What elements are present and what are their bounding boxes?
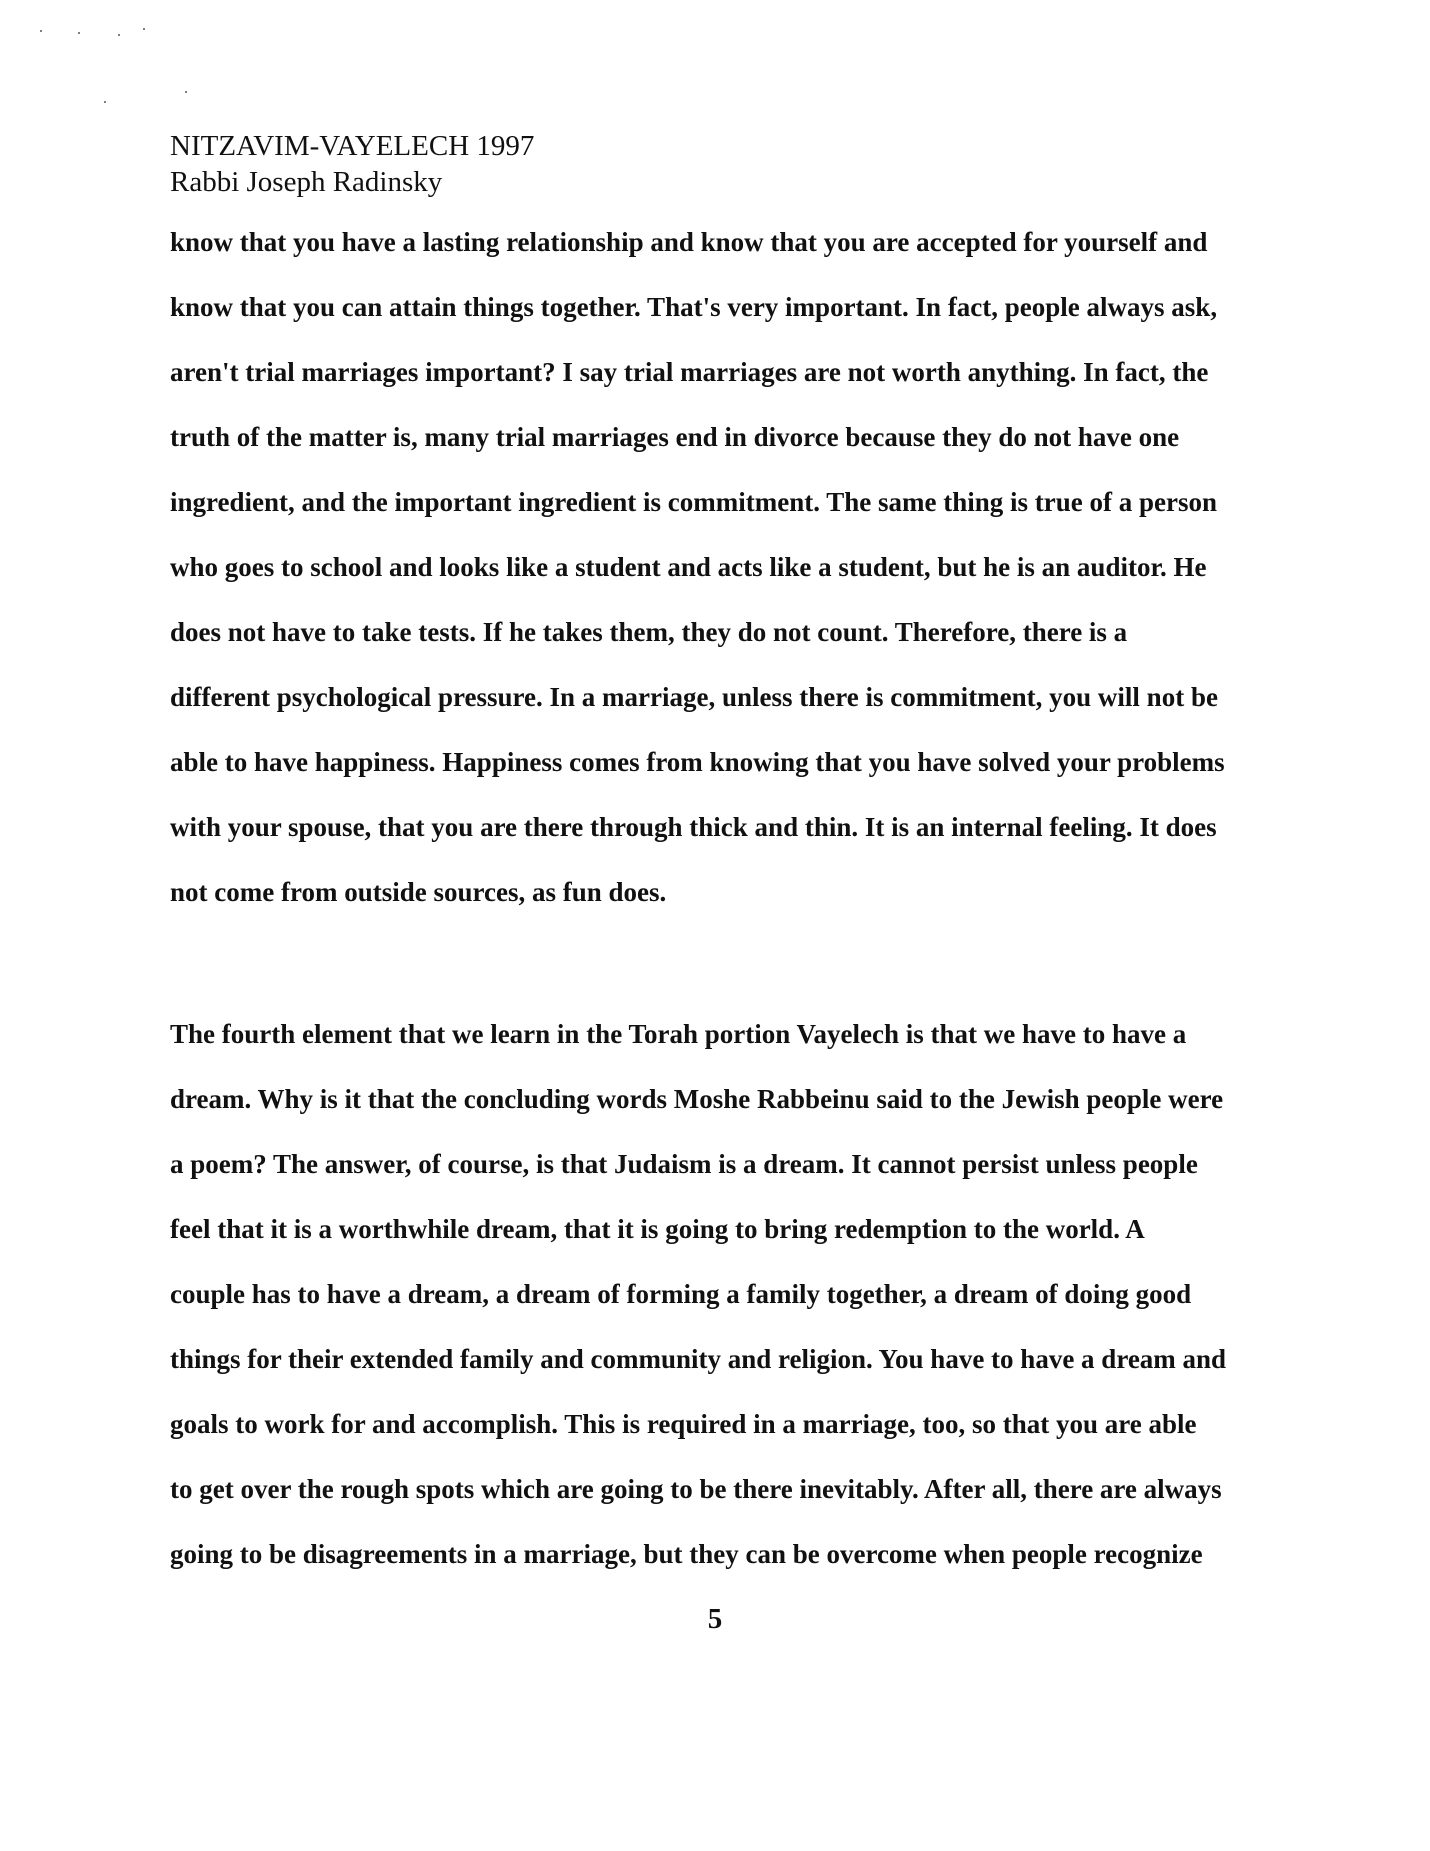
text-line: feel that it is a worthwhile dream, that it is going to bring redemption to the world. A [170, 1214, 1145, 1244]
text-line: not come from outside sources, as fun does. [170, 877, 667, 907]
page-number: 5 [707, 1603, 723, 1635]
text-line: a poem? The answer, of course, is that Judaism is a dream. It cannot persist unless people [170, 1149, 1198, 1179]
text-line: goals to work for and accomplish. This is required in a marriage, too, so that you are able [170, 1409, 1197, 1439]
text-line: different psychological pressure. In a marriage, unless there is commitment, you will not be [170, 682, 1218, 712]
document-title: NITZAVIM-VAYELECH 1997 [170, 130, 535, 162]
text-line: able to have happiness. Happiness comes from knowing that you have solved your problems [170, 747, 1225, 777]
text-line: know that you can attain things together. That's very important. In fact, people always ask, [170, 292, 1218, 322]
scan-speck [185, 91, 187, 93]
document-author: Rabbi Joseph Radinsky [170, 166, 443, 198]
text-line: aren't trial marriages important? I say trial marriages are not worth anything. In fact, the [170, 357, 1209, 387]
scan-specks [40, 25, 240, 115]
text-line: does not have to take tests. If he takes them, they do not count. Therefore, there is a [170, 617, 1128, 647]
scan-speck [78, 32, 80, 34]
text-line: going to be disagreements in a marriage, but they can be overcome when people recognize [170, 1539, 1203, 1569]
text-line: things for their extended family and community and religion. You have to have a dream and [170, 1344, 1227, 1374]
text-line: The fourth element that we learn in the Torah portion Vayelech is that we have to have a [170, 1019, 1187, 1049]
text-line: couple has to have a dream, a dream of forming a family together, a dream of doing good [170, 1279, 1192, 1309]
text-line: with your spouse, that you are there through thick and thin. It is an internal feeling. It does [170, 812, 1217, 842]
text-line: truth of the matter is, many trial marriages end in divorce because they do not have one [170, 422, 1180, 452]
text-line: to get over the rough spots which are going to be there inevitably. After all, there are always [170, 1474, 1222, 1504]
scan-speck [104, 101, 106, 103]
scan-speck [40, 30, 42, 32]
paragraph [170, 1002, 1290, 1587]
text-line: ingredient, and the important ingredient is commitment. The same thing is true of a person [170, 487, 1217, 517]
scan-speck [118, 34, 120, 36]
text-line: who goes to school and looks like a student and acts like a student, but he is an auditor. He [170, 552, 1207, 582]
document-header [170, 128, 534, 200]
text-line: know that you have a lasting relationship and know that you are accepted for yourself and [170, 227, 1208, 257]
paragraph [170, 210, 1290, 925]
scan-speck [143, 28, 145, 30]
text-line: dream. Why is it that the concluding words Moshe Rabbeinu said to the Jewish people were [170, 1084, 1224, 1114]
